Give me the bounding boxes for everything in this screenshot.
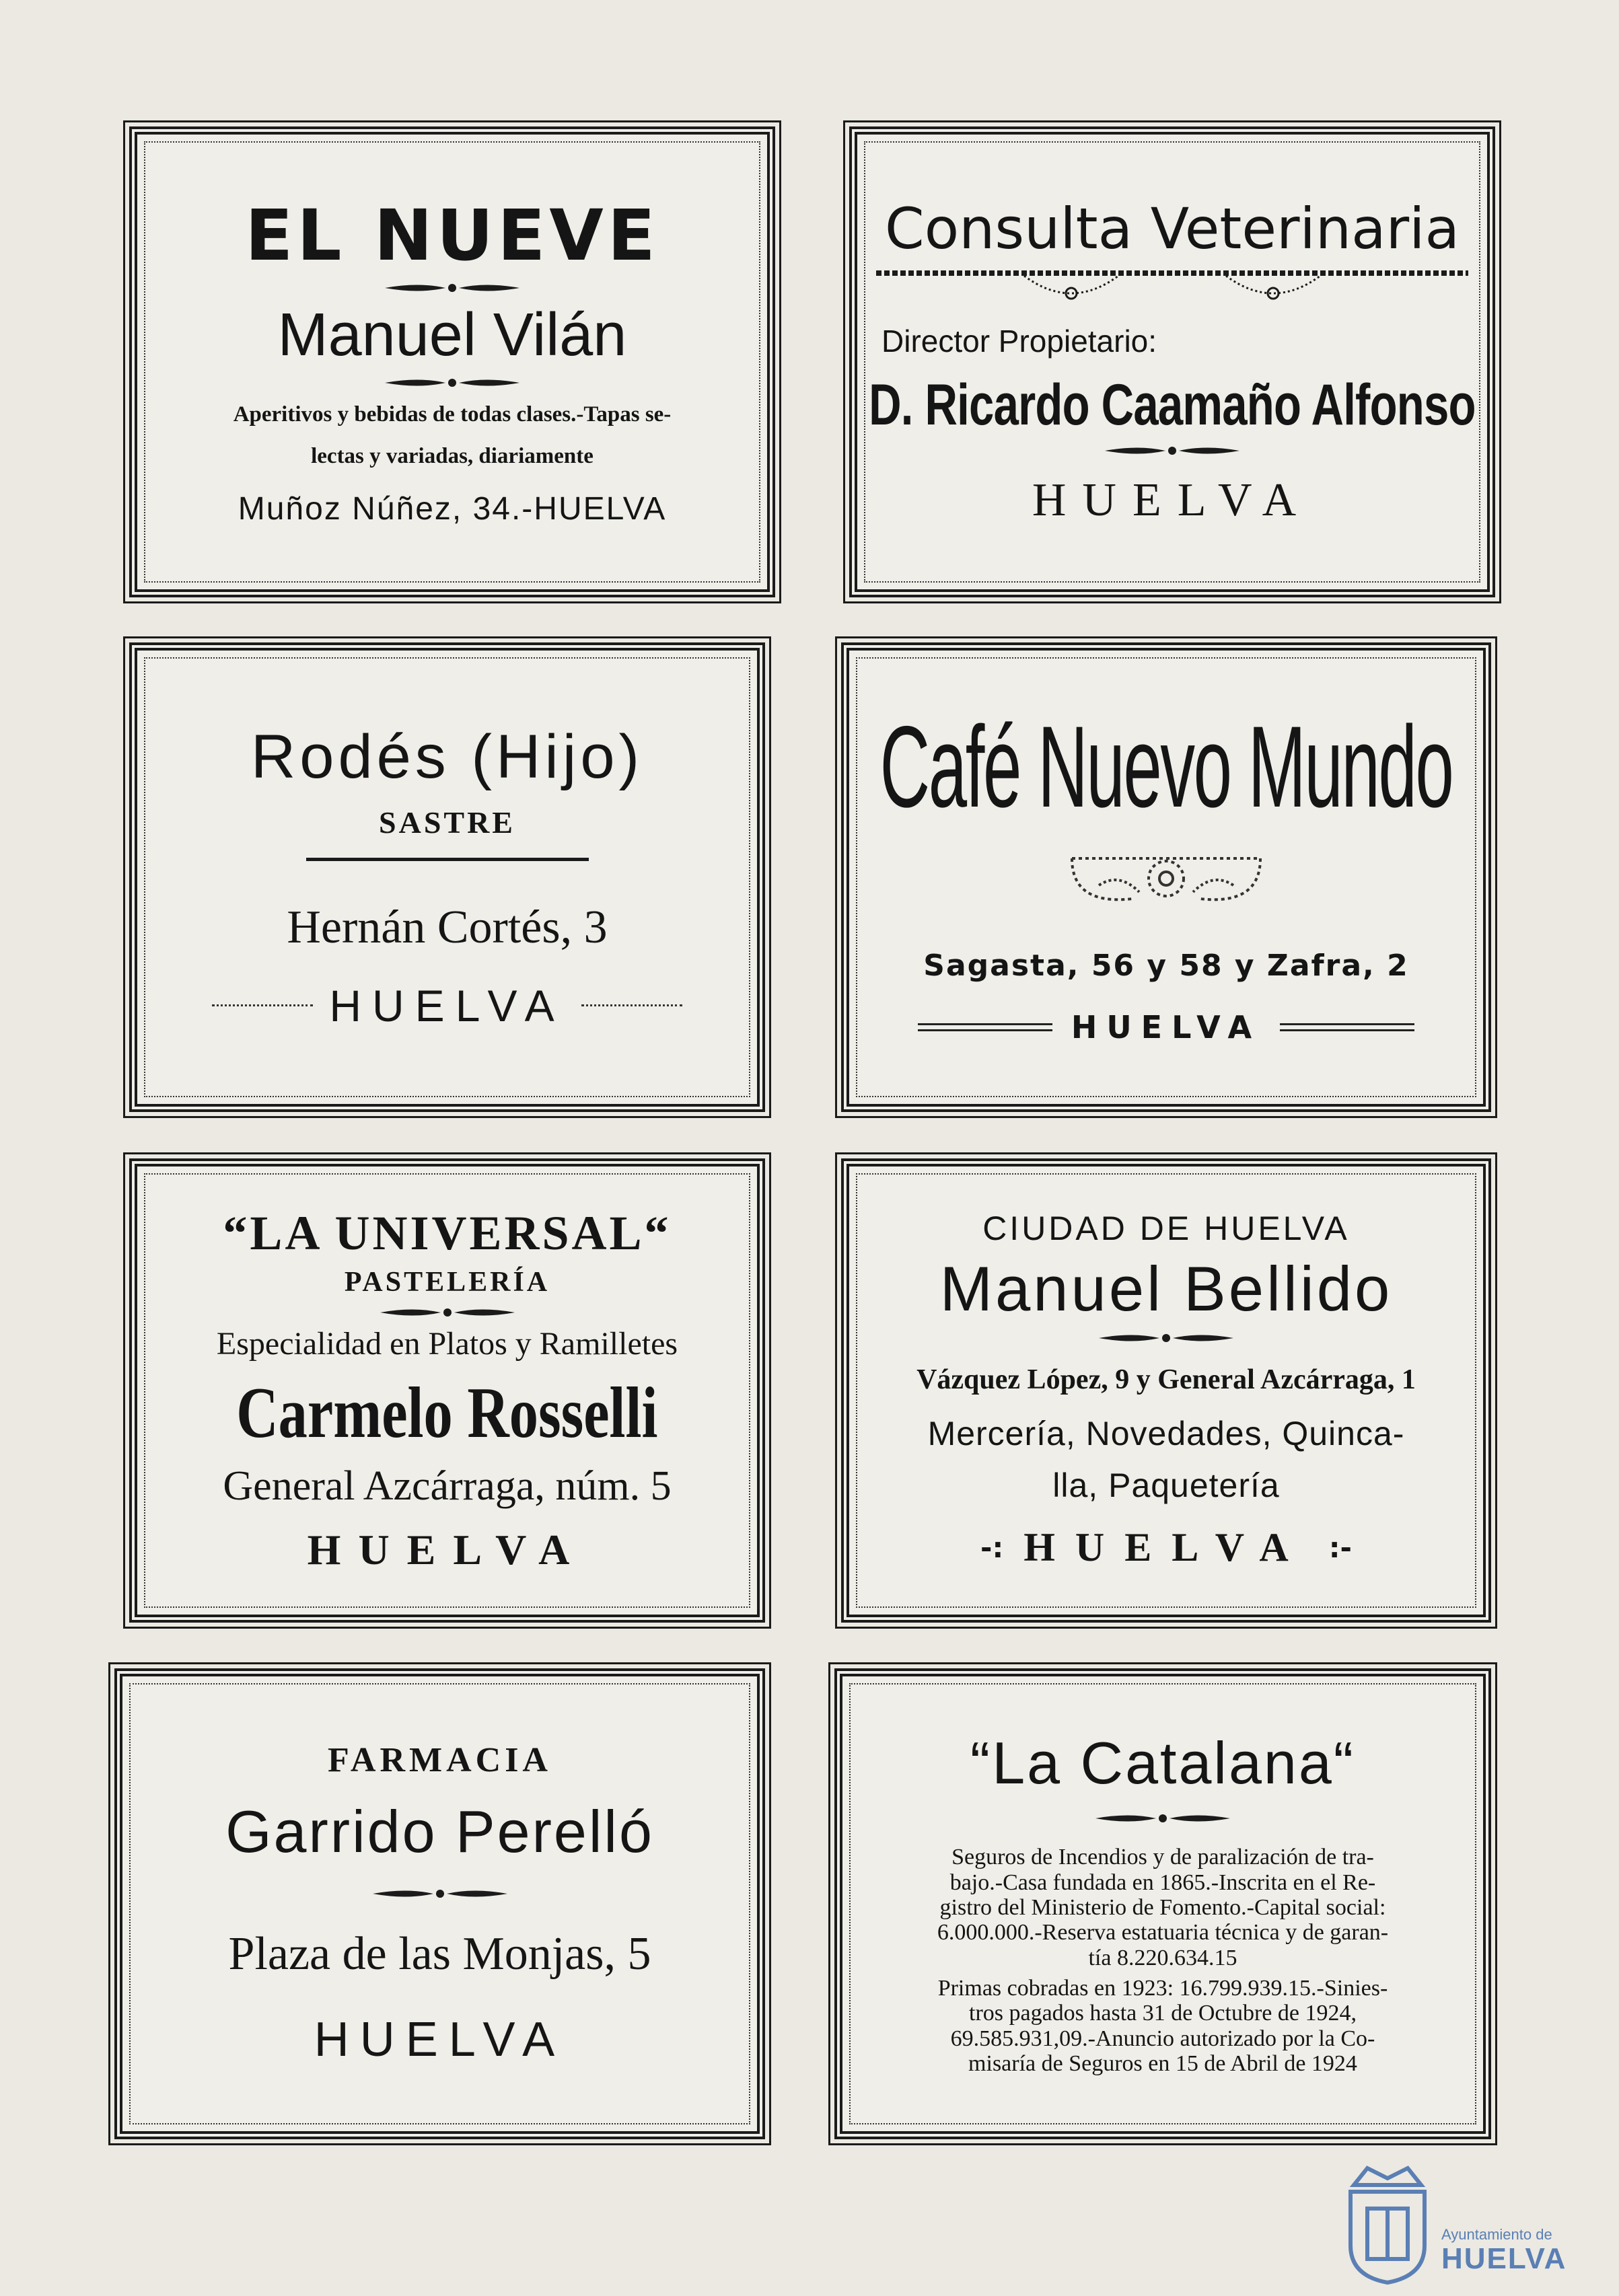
ornament-left: -: [980,1530,1004,1564]
trade: SASTRE [379,805,515,840]
ornament-scroll [1058,845,1274,919]
ad-farmacia-garrido [114,1668,765,2139]
city: HUELVA [314,2012,566,2067]
ad-title: Café Nuevo Mundo [879,702,1453,831]
goods-line: Mercería, Novedades, Quinca- [927,1414,1405,1452]
city: HUELVA [1023,1524,1309,1569]
ad-el-nueve [129,126,775,597]
text-line: misaría de Seguros en 15 de Abril de 1924 [968,2051,1357,2077]
text-line: tros pagados hasta 31 de Octubre de 1924, [969,2001,1357,2026]
ad-title: “LA UNIVERSAL“ [223,1206,672,1261]
proprietor-name: Carmelo Rosselli [236,1373,658,1454]
address: General Azcárraga, núm. 5 [223,1463,672,1510]
address: Sagasta, 56 y 58 y Zafra, 2 [923,948,1409,983]
proprietor-name: Manuel Vilán [277,301,627,369]
text-line: Primas cobradas en 1923: 16.799.939.15.-Sinies- [937,1976,1388,2001]
proprietor-name: Garrido Perelló [225,1798,654,1865]
director-name: D. Ricardo Caamaño Alfonso [869,372,1476,437]
ad-title: EL NUEVE [245,194,659,276]
dotted-rule [212,1004,313,1006]
city: HUELVA [329,980,565,1031]
text-line: 6.000.000.-Reserva estatuaria técnica y de garan- [937,1920,1389,1946]
ornament-divider [378,374,526,392]
text-line: bajo.-Casa fundada en 1865.-Inscrita en el Re- [949,1869,1376,1895]
insurance-text [937,1845,1388,2077]
ornament-divider [378,279,526,297]
ornament-divider [1098,442,1246,459]
double-rule [918,1023,1052,1031]
watermark-text [1441,2227,1567,2276]
city-row [199,980,695,1031]
watermark-line1: Ayuntamiento de [1441,2226,1552,2243]
header: FARMACIA [328,1740,552,1779]
city-row [902,1009,1431,1045]
ornament-divider [373,1304,521,1321]
ornament-divider [366,1885,514,1902]
goods-line: lla, Paquetería [1052,1466,1280,1504]
ornament-right: :- [1328,1530,1352,1564]
dotted-rule [581,1004,682,1006]
address: Plaza de las Monjas, 5 [228,1927,651,1980]
ornament-divider [1092,1329,1240,1347]
ad-title: Consulta Veterinaria [885,195,1460,262]
address: Vázquez López, 9 y General Azcárraga, 1 [916,1364,1416,1395]
specialty: Especialidad en Platos y Ramilletes [216,1325,678,1362]
ornament-divider [876,264,1468,304]
ad-title: “La Catalana“ [970,1730,1356,1797]
city: HUELVA [1071,1009,1262,1046]
city: HUELVA [1032,474,1313,527]
ad-manuel-bellido [841,1158,1491,1623]
text-line: gistro del Ministerio de Fomento.-Capital social: [939,1894,1386,1920]
text-line: 69.585.931,09.-Anuncio autorizado por la Co- [950,2026,1375,2051]
address: Muñoz Núñez, 34.-HUELVA [238,490,667,527]
director-label: Director Propietario: [882,324,1157,359]
text-line: Seguros de Incendios y de paralización de tra- [951,1845,1374,1870]
proprietor-name: Manuel Bellido [939,1253,1393,1325]
watermark-line2: HUELVA [1441,2242,1567,2276]
ad-cafe-nuevo-mundo [841,642,1491,1112]
ornament-divider [1089,1810,1237,1827]
ad-rodes-hijo [129,642,765,1112]
double-rule [1280,1023,1414,1031]
subtitle: PASTELERÍA [344,1267,550,1298]
ad-la-catalana [834,1668,1491,2139]
ad-la-universal [129,1158,765,1623]
city-crest-icon [1340,2158,1435,2286]
address: Hernán Cortés, 3 [287,901,608,953]
header: CIUDAD DE HUELVA [982,1210,1350,1248]
text-line: tía 8.220.634.15 [1088,1945,1237,1970]
divider-rule [306,858,589,861]
city: HUELVA [307,1526,587,1574]
ad-consulta-veterinaria [849,126,1495,597]
city-row [980,1524,1352,1571]
ad-title: Rodés (Hijo) [250,723,644,792]
description-line: Aperitivos y bebidas de todas clases.-Tapas se- [233,402,672,427]
description-line: lectas y variadas, diariamente [311,444,593,469]
